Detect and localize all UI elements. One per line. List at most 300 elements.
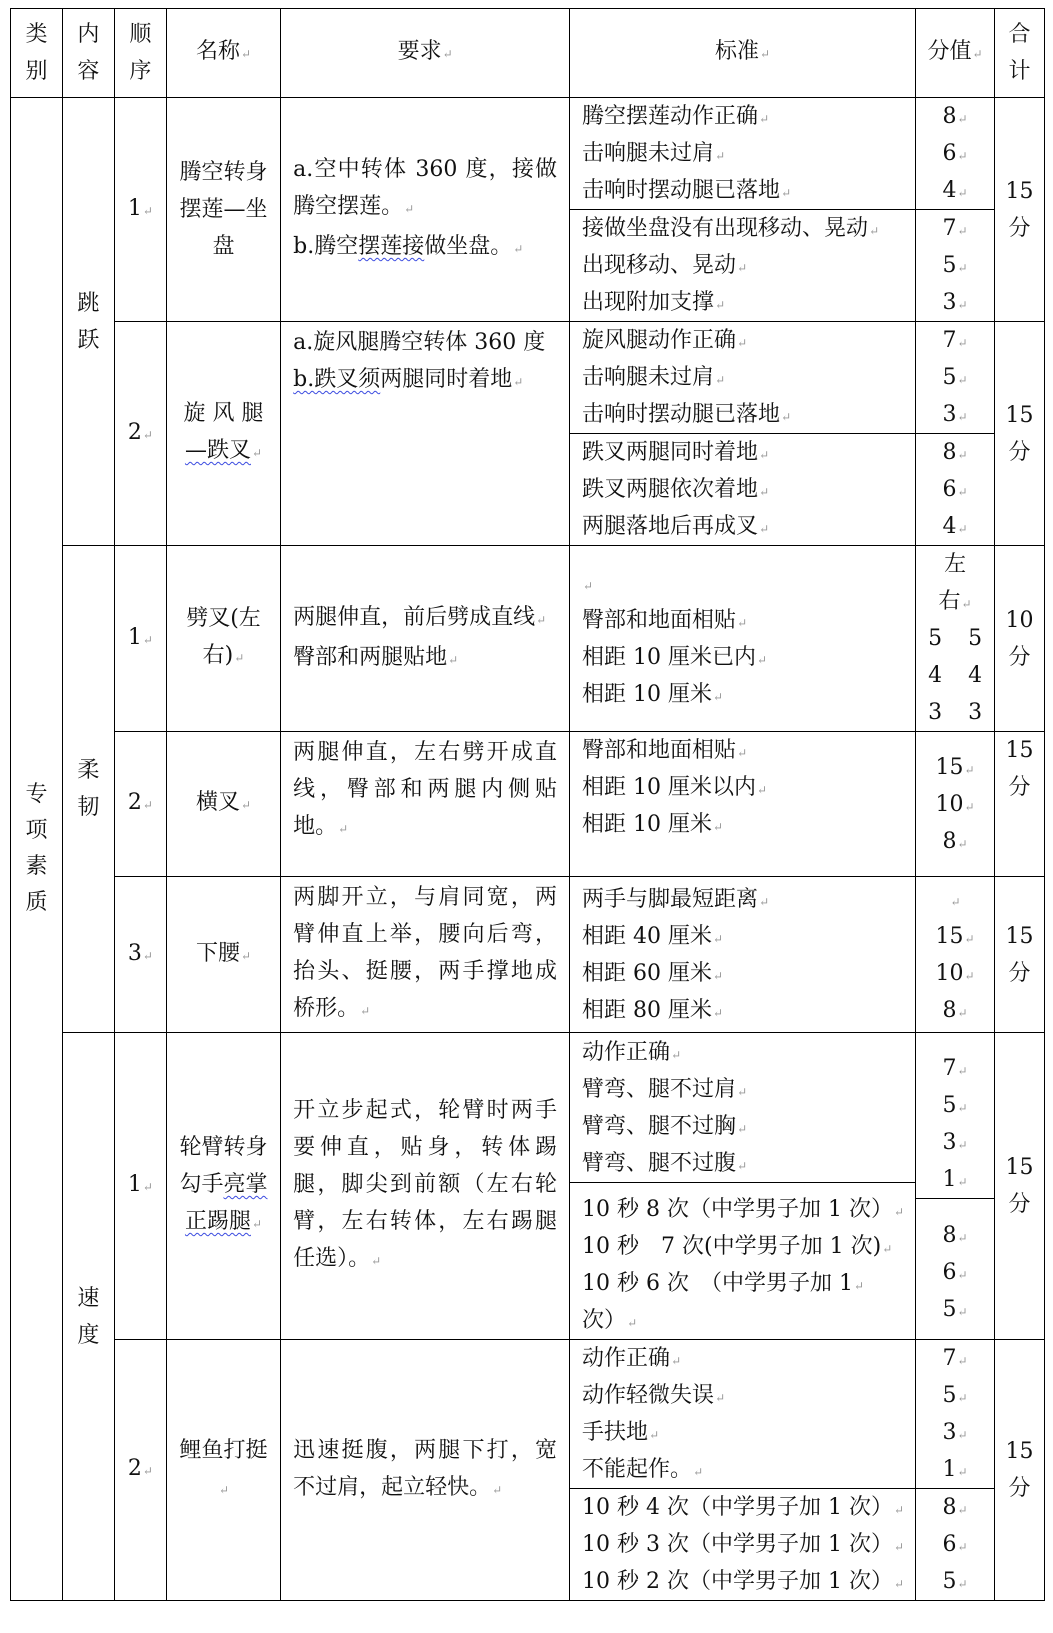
total-number: 15: [1005, 402, 1034, 428]
criterion-text: 相距 10 厘米已内: [582, 644, 757, 670]
points: [916, 749, 994, 786]
criterion-text: 跌叉两腿依次着地: [582, 477, 759, 502]
paragraph-mark: ↵: [894, 1577, 905, 1591]
paragraph-mark: ↵: [964, 931, 975, 946]
criterion: [582, 732, 903, 769]
paragraph-mark: ↵: [757, 783, 768, 797]
paragraph-mark: ↵: [693, 1465, 704, 1479]
paragraph-mark: ↵: [957, 836, 968, 851]
criterion-text: 击响腿未过肩: [582, 365, 715, 390]
points: [916, 434, 994, 471]
header-char: 序: [129, 59, 152, 84]
criterion-text: 动作轻微失误: [582, 1383, 715, 1408]
requirement-cell: 两脚开立，与肩同宽，两臂伸直上举，腰向后弯，抬头、挺腰，两手撑地成桥形。↵: [281, 877, 570, 1033]
criterion: [582, 1034, 903, 1071]
paragraph-mark: ↵: [957, 224, 968, 238]
total-number: 15: [1005, 923, 1034, 949]
header-char: 合: [1008, 22, 1031, 47]
points-cell: [916, 1033, 995, 1340]
total-number: 15: [1005, 1439, 1034, 1464]
table-row: [11, 732, 1045, 877]
points-text: 6: [942, 141, 957, 166]
total-cell: [995, 877, 1045, 1033]
points-text: 8: [942, 828, 957, 854]
criterion: [582, 1228, 903, 1265]
points-right: 4: [968, 663, 983, 688]
criterion: [582, 881, 903, 918]
paragraph-mark: ↵: [957, 1577, 968, 1591]
requirement-cell: a.旋风腿腾空转体 360 度 b.跌叉须两腿同时着地↵: [281, 322, 570, 546]
points-text: 1: [942, 1457, 957, 1482]
points-cell: [916, 732, 995, 877]
paragraph-mark: ↵: [627, 1315, 638, 1330]
paragraph-mark: ↵: [759, 485, 770, 499]
order-cell: 1↵: [114, 1033, 166, 1340]
paragraph-mark: ↵: [737, 336, 748, 350]
paragraph-mark: ↵: [869, 224, 880, 238]
criterion-text: 击响腿未过肩: [582, 141, 715, 166]
points-cell: [916, 1340, 995, 1601]
criterion-text: 臂弯、腿不过胸: [582, 1113, 737, 1139]
table-row: [11, 546, 1045, 732]
points-text: 7: [942, 328, 957, 353]
criterion-text: 10 秒 7 次(中学男子加 1 次): [582, 1233, 882, 1259]
criteria-cell: [570, 1340, 916, 1601]
paragraph-mark: ↵: [957, 1231, 968, 1245]
header-char: 别: [25, 59, 48, 84]
criterion-text: 10 秒 2 次（中学男子加 1 次）: [582, 1569, 894, 1594]
paragraph-mark: ↵: [715, 298, 726, 312]
group-char: 柔: [77, 758, 100, 783]
total-unit: 分: [1008, 1192, 1031, 1217]
header-char: 类: [25, 22, 48, 47]
table-row: [11, 1340, 1045, 1601]
paragraph-mark: ↵: [957, 1064, 968, 1078]
header-char: 容: [77, 59, 100, 84]
criterion: [582, 508, 903, 545]
order-cell: 1↵: [114, 546, 166, 732]
paragraph-mark: ↵: [957, 373, 968, 387]
criterion-text: 跌叉两腿同时着地: [582, 440, 759, 465]
criterion: [582, 1191, 903, 1228]
requirement-cell: 两腿伸直，左右劈开成直线，臀部和两腿内侧贴地。↵: [281, 732, 570, 877]
paragraph-mark: ↵: [957, 186, 968, 200]
table-row: [11, 98, 1045, 322]
points-text: 4: [942, 178, 957, 203]
criterion-text: 10 秒 8 次（中学男子加 1 次）: [582, 1196, 894, 1222]
points-text: 3: [942, 1130, 957, 1155]
header-char: 计: [1008, 59, 1031, 84]
paragraph-mark: ↵: [957, 112, 968, 126]
criterion-text: 动作正确: [582, 1346, 671, 1371]
paragraph-mark: ↵: [671, 1354, 682, 1368]
criterion-text: 10 秒 4 次（中学男子加 1 次）: [582, 1495, 894, 1520]
points: [916, 1291, 994, 1328]
criterion: [582, 1377, 903, 1414]
paragraph-mark: ↵: [957, 410, 968, 424]
points: [916, 823, 994, 860]
paragraph-mark: ↵: [957, 1465, 968, 1479]
header-order: [114, 9, 166, 98]
criterion-text: 出现移动、晃动: [582, 253, 737, 278]
criterion: [582, 98, 903, 135]
item-name: [166, 98, 280, 322]
points-text: 7: [942, 216, 957, 241]
criterion-text: 击响时摆动腿已落地: [582, 178, 781, 203]
points: [916, 1254, 994, 1291]
points-left: 3: [928, 700, 943, 725]
scoring-table-page: [10, 8, 1045, 1625]
paragraph-mark: ↵: [781, 410, 792, 424]
points-text: 6: [942, 1532, 957, 1557]
points: [916, 172, 994, 209]
points-text: 8: [942, 104, 957, 129]
group-flex: [62, 546, 114, 1033]
category-char: 专: [25, 782, 48, 807]
table-row: [11, 1033, 1045, 1340]
paragraph-mark: ↵: [964, 799, 975, 814]
total-number: 10: [1005, 607, 1034, 633]
points-pair: [916, 657, 994, 694]
points-text: 1: [942, 1167, 957, 1192]
paragraph-mark: ↵: [713, 820, 724, 834]
criterion: [582, 135, 903, 172]
header-category: [11, 9, 63, 98]
header-char: 内: [77, 22, 100, 47]
criterion: [582, 247, 903, 284]
criterion: [582, 396, 903, 433]
points-text: 8: [942, 997, 957, 1023]
paragraph-mark: ↵: [713, 931, 724, 946]
criterion: [582, 434, 903, 471]
criterion: [582, 1526, 903, 1563]
criterion: [582, 1414, 903, 1451]
points-text: 7: [942, 1346, 957, 1371]
points-right: 3: [968, 700, 983, 725]
criterion: [582, 1108, 903, 1145]
header-char: 顺: [129, 22, 152, 47]
points: [916, 1377, 994, 1414]
paragraph-mark: ↵: [715, 373, 726, 387]
criterion: [582, 1563, 903, 1600]
points: [916, 1489, 994, 1526]
criteria-cell: [570, 877, 916, 1033]
paragraph-mark: ↵: [957, 298, 968, 312]
points-text: 5: [942, 1569, 957, 1594]
criterion: [582, 1265, 903, 1302]
paragraph-mark: ↵: [583, 578, 594, 593]
criteria-cell: [570, 732, 916, 877]
category-char: 质: [25, 890, 48, 915]
item-name: 下腰↵: [166, 877, 280, 1033]
criterion: [582, 210, 903, 247]
group-char: 跳: [77, 290, 100, 316]
points-text: 8: [942, 440, 957, 465]
points-text: 8: [942, 1223, 957, 1248]
item-name-text: 腾空转身摆莲—坐盘: [179, 160, 268, 259]
paragraph-mark: ↵: [950, 894, 961, 909]
total-cell: [995, 322, 1045, 546]
criterion-text: 相距 40 厘米: [582, 923, 713, 949]
criterion: [582, 1145, 903, 1182]
criterion: [582, 1302, 903, 1339]
total-unit: 分: [1008, 960, 1031, 986]
category-char: 项: [25, 818, 48, 843]
points: [916, 1414, 994, 1451]
points-cell: 左 右↵ 5 5 4 4 3 3: [916, 546, 995, 732]
criterion-text: 击响时摆动腿已落地: [582, 402, 781, 427]
points: [916, 396, 994, 433]
paragraph-mark: ↵: [737, 1121, 748, 1136]
paragraph-mark: ↵: [649, 1428, 660, 1442]
criterion: [582, 172, 903, 209]
points: [916, 955, 994, 992]
group-char: 速: [77, 1285, 100, 1311]
category-cell: [11, 98, 63, 1601]
group-char: 度: [77, 1322, 100, 1348]
paragraph-mark: ↵: [781, 186, 792, 200]
paragraph-mark: ↵: [671, 1047, 682, 1062]
points: [916, 135, 994, 172]
total-unit: 分: [1008, 1476, 1031, 1501]
criterion-text: 出现附加支撑: [582, 290, 715, 315]
criterion: [582, 1340, 903, 1377]
paragraph-mark: ↵: [957, 1175, 968, 1189]
paragraph-mark: ↵: [957, 261, 968, 275]
criterion: [582, 639, 903, 676]
criterion: [582, 992, 903, 1029]
paragraph-mark: ↵: [737, 615, 748, 630]
criterion-text: 相距 80 厘米: [582, 997, 713, 1023]
paragraph-mark: ↵: [759, 448, 770, 462]
header-name: 名称↵: [166, 9, 280, 98]
points-left: 4: [928, 663, 943, 688]
paragraph-mark: ↵: [957, 485, 968, 499]
criterion: [582, 676, 903, 713]
order-cell: 2↵: [114, 732, 166, 877]
paragraph-mark: ↵: [737, 746, 748, 760]
criterion-text: 旋风腿动作正确: [582, 328, 737, 353]
criterion-text: 臀部和地面相贴: [582, 607, 737, 633]
points-pair: [916, 620, 994, 657]
requirement-cell: 两腿伸直，前后劈成直线↵ 臀部和两腿贴地↵: [281, 546, 570, 732]
criterion-text: 相距 10 厘米以内: [582, 775, 757, 800]
points-text: 5: [942, 253, 957, 278]
criterion-text: 两腿落地后再成叉: [582, 514, 759, 539]
criterion: [582, 284, 903, 321]
criterion-text: 不能起作。: [582, 1457, 693, 1482]
paragraph-mark: ↵: [957, 1428, 968, 1442]
points: [916, 1087, 994, 1124]
points: [916, 1526, 994, 1563]
criterion-text: 相距 10 厘米: [582, 681, 713, 707]
total-unit: 分: [1008, 775, 1031, 800]
criterion: [582, 955, 903, 992]
points: [916, 508, 994, 545]
total-cell: [995, 1033, 1045, 1340]
total-number: 15: [1005, 1155, 1034, 1180]
paragraph-mark: ↵: [882, 1241, 893, 1256]
criterion: [582, 359, 903, 396]
points-text: 5: [942, 1297, 957, 1322]
item-name: 鲤鱼打挺↵: [166, 1340, 280, 1601]
paragraph-mark: ↵: [957, 1268, 968, 1282]
table-row: [11, 322, 1045, 546]
points: [916, 1217, 994, 1254]
group-char: 韧: [77, 795, 100, 820]
points-text: 5: [942, 1093, 957, 1118]
criterion-text: 相距 60 厘米: [582, 960, 713, 986]
total-unit: 分: [1008, 439, 1031, 465]
points-text: 5: [942, 1383, 957, 1408]
paragraph-mark: ↵: [957, 448, 968, 462]
paragraph-mark: ↵: [759, 112, 770, 126]
paragraph-mark: ↵: [715, 1391, 726, 1405]
order-cell: 2↵: [114, 1340, 166, 1601]
points: [916, 1161, 994, 1198]
paragraph-mark: ↵: [894, 1540, 905, 1554]
paragraph-mark: ↵: [894, 1204, 905, 1219]
paragraph-mark: ↵: [957, 1138, 968, 1152]
points-text: 5: [942, 365, 957, 390]
points-text: 6: [942, 477, 957, 502]
total-cell: [995, 98, 1045, 322]
paragraph-mark: ↵: [737, 1084, 748, 1099]
requirement-cell: 迅速挺腹，两腿下打，宽不过肩，起立轻快。↵: [281, 1340, 570, 1601]
points-right: 5: [968, 626, 983, 651]
points: [916, 786, 994, 823]
total-number: 15: [1005, 738, 1034, 763]
paragraph-mark: ↵: [957, 1354, 968, 1368]
item-name: 劈叉(左右)↵: [166, 546, 280, 732]
table-row: [11, 877, 1045, 1033]
points-text: 7: [942, 1056, 957, 1081]
requirement-cell: 开立步起式，轮臂时两手要伸直，贴身，转体踢腿，脚尖到前额（左右轮臂，左右转体，左右踢腿任选）。↵: [281, 1033, 570, 1340]
points-cell: [916, 322, 995, 546]
item-name: 轮臂转身勾手亮掌正踢腿↵: [166, 1033, 280, 1340]
total-unit: 分: [1008, 215, 1031, 241]
paragraph-mark: ↵: [715, 149, 726, 163]
paragraph-mark: ↵: [737, 261, 748, 275]
paragraph-mark: ↵: [957, 1101, 968, 1115]
criteria-cell: [570, 98, 916, 322]
points: [916, 1124, 994, 1161]
paragraph-mark: ↵: [957, 149, 968, 163]
paragraph-mark: ↵: [964, 762, 975, 777]
points-text: 3: [942, 402, 957, 427]
points-left: 5: [928, 626, 943, 651]
criteria-cell: [570, 546, 916, 732]
criterion-text: 10 秒 6 次 （中学男子加 1: [582, 1270, 854, 1296]
points: [916, 210, 994, 247]
paragraph-mark: ↵: [759, 894, 770, 909]
criterion: [582, 769, 903, 806]
order-cell: 2↵: [114, 322, 166, 546]
criteria-cell: [570, 322, 916, 546]
points: [916, 359, 994, 396]
criterion-text: 臂弯、腿不过肩: [582, 1076, 737, 1102]
criterion-text: 手扶地: [582, 1420, 649, 1445]
paragraph-mark: ↵: [737, 1158, 748, 1173]
item-name: 旋 风 腿 —跌叉↵: [166, 322, 280, 546]
total-cell: [995, 1340, 1045, 1601]
paragraph-mark: ↵: [759, 522, 770, 536]
paragraph-mark: ↵: [713, 968, 724, 983]
criterion: [582, 1071, 903, 1108]
points: [916, 1340, 994, 1377]
paragraph-mark: ↵: [757, 652, 768, 667]
points-text: 3: [942, 290, 957, 315]
criterion: [582, 322, 903, 359]
criterion-text: 两手与脚最短距离: [582, 886, 759, 912]
criterion: [582, 471, 903, 508]
points: [916, 918, 994, 955]
criterion-text: 10 秒 3 次（中学男子加 1 次）: [582, 1532, 894, 1557]
paragraph-mark: ↵: [957, 1503, 968, 1517]
criterion: [582, 602, 903, 639]
category-char: 素: [25, 854, 48, 879]
points-text: 6: [942, 1260, 957, 1285]
paragraph-mark: ↵: [957, 1005, 968, 1020]
points-cell: [916, 98, 995, 322]
paragraph-mark: ↵: [854, 1278, 865, 1293]
points-text: 8: [942, 1495, 957, 1520]
points: [916, 322, 994, 359]
scoring-table: [10, 8, 1045, 1601]
points: [916, 247, 994, 284]
header-score: 分值↵: [916, 9, 995, 98]
criterion-text: 腾空摆莲动作正确: [582, 104, 759, 129]
paragraph-mark: ↵: [957, 1540, 968, 1554]
paragraph-mark: ↵: [894, 1503, 905, 1517]
points: [916, 1050, 994, 1087]
points: [916, 98, 994, 135]
group-jump: [62, 98, 114, 546]
group-char: 跃: [77, 327, 100, 353]
total-cell: [995, 546, 1045, 732]
paragraph-mark: ↵: [957, 1305, 968, 1319]
order-cell: 3↵: [114, 877, 166, 1033]
points-text: 10: [935, 960, 964, 986]
total-cell: [995, 732, 1045, 877]
header-standard: 标准↵: [570, 9, 916, 98]
criterion: [582, 1451, 903, 1488]
paragraph-mark: ↵: [957, 522, 968, 536]
header-row: [11, 9, 1045, 98]
points-text: 3: [942, 1420, 957, 1445]
criterion: [582, 565, 903, 602]
points: [916, 471, 994, 508]
total-number: 15: [1005, 178, 1034, 204]
criterion-text: 臂弯、腿不过腹: [582, 1150, 737, 1176]
paragraph-mark: ↵: [713, 1005, 724, 1020]
item-name: 横叉↵: [166, 732, 280, 877]
points-text: 4: [942, 514, 957, 539]
points: [916, 881, 994, 918]
criterion: [582, 1489, 903, 1526]
group-speed: [62, 1033, 114, 1601]
criterion: [582, 918, 903, 955]
total-unit: 分: [1008, 644, 1031, 670]
criterion-text: 次）: [582, 1307, 627, 1333]
requirement-cell: a.空中转体 360 度，接做腾空摆莲。↵ b.腾空摆莲接做坐盘。↵: [281, 98, 570, 322]
criterion-text: 相距 10 厘米: [582, 812, 713, 837]
points-pair: [916, 694, 994, 731]
criterion-text: 接做坐盘没有出现移动、晃动: [582, 216, 869, 241]
order-cell: 1↵: [114, 98, 166, 322]
criterion: [582, 806, 903, 843]
points: [916, 284, 994, 321]
